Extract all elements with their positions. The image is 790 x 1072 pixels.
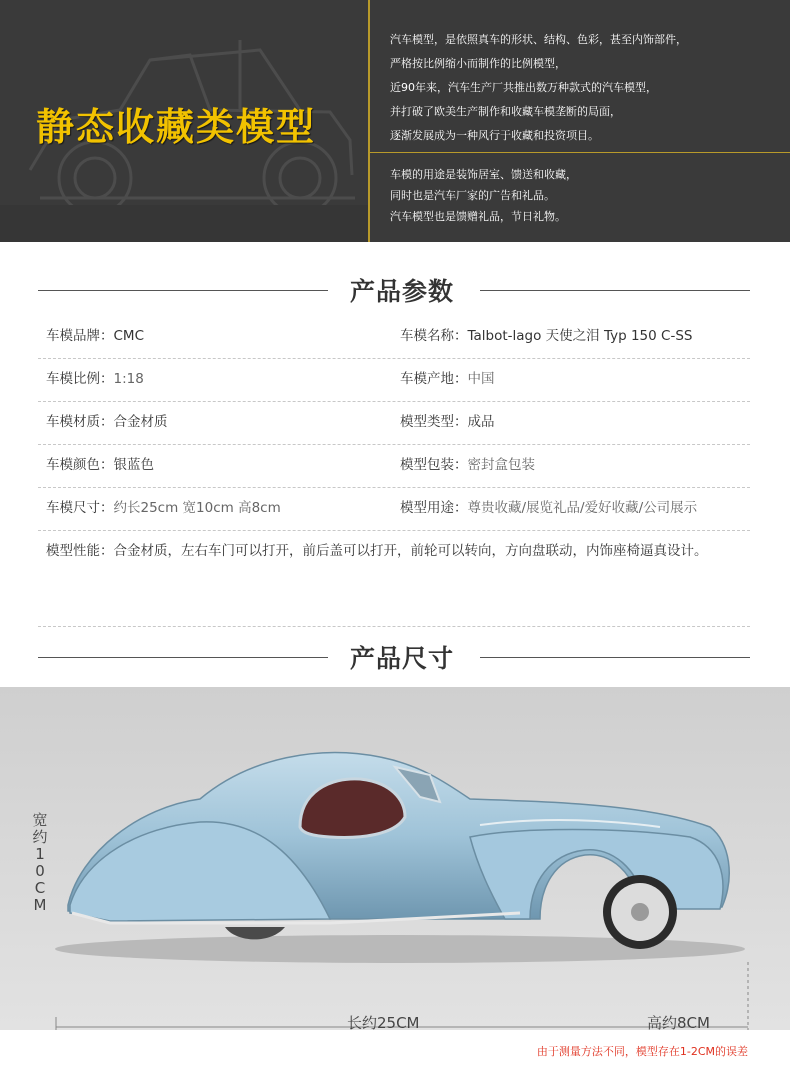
dim-char: M (33, 896, 47, 914)
params-row (38, 316, 750, 359)
param-label: 模型包装： (400, 457, 468, 473)
params-row (38, 402, 750, 445)
intro-line: 严格按比例缩小而制作的比例模型， (390, 57, 566, 70)
banner-intro-text (390, 28, 782, 148)
params-row (38, 445, 750, 488)
banner-uses-text (390, 164, 782, 227)
dim-char: 1 (35, 845, 45, 863)
param-value: 约长25cm 宽10cm 高8cm (113, 500, 281, 516)
param-package (400, 453, 535, 473)
param-usage (400, 496, 697, 516)
param-value: 银蓝色 (113, 457, 154, 473)
uses-line: 汽车模型也是馈赠礼品，节日礼物。 (390, 210, 566, 223)
param-color (46, 453, 154, 473)
measurement-note: 由于测量方法不同，模型存在1-2CM的误差 (536, 1045, 748, 1058)
params-table (38, 316, 750, 591)
param-size (46, 496, 281, 516)
banner-title: 静态收藏类模型 (36, 104, 317, 149)
param-value: CMC (113, 328, 145, 344)
banner-divider-vertical (368, 0, 370, 242)
param-label: 模型性能： (46, 543, 114, 559)
intro-line: 并打破了欧美生产制作和收藏车模垄断的局面， (390, 105, 621, 118)
dim-char: 0 (35, 862, 45, 880)
param-name (400, 324, 692, 344)
param-brand (46, 324, 144, 344)
header-rule-right (480, 657, 750, 658)
param-value: Talbot-lago 天使之泪 Typ 150 C-SS (467, 328, 693, 344)
section-title: 产品尺寸 (350, 644, 455, 673)
car-front-wheel (603, 875, 677, 949)
param-value: 中国 (467, 371, 495, 387)
param-scale (46, 367, 144, 387)
params-row (38, 531, 750, 591)
param-features (46, 539, 708, 559)
param-label: 模型用途： (400, 500, 468, 516)
param-value: 1:18 (113, 371, 144, 387)
param-value: 成品 (467, 414, 495, 430)
section-header-params (38, 270, 750, 310)
param-label: 车模名称： (400, 328, 468, 344)
section-header-size (38, 637, 750, 677)
header-rule-left (38, 290, 328, 291)
param-origin (400, 367, 495, 387)
params-row (38, 488, 750, 531)
param-type (400, 410, 495, 430)
uses-line: 同时也是汽车厂家的广告和礼品。 (390, 189, 555, 202)
dimension-length-label: 长约25CM (347, 1014, 420, 1032)
param-value: 尊贵收藏/展览礼品/爱好收藏/公司展示 (467, 500, 698, 516)
intro-line: 汽车模型，是依照真车的形状、结构、色彩，甚至内饰部件， (390, 33, 687, 46)
header-rule-left (38, 657, 328, 658)
param-label: 车模比例： (46, 371, 114, 387)
param-label: 车模材质： (46, 414, 114, 430)
param-material (46, 410, 168, 430)
banner (0, 0, 790, 242)
banner-divider-horizontal (370, 152, 790, 153)
param-label: 车模产地： (400, 371, 468, 387)
param-label: 车模颜色： (46, 457, 114, 473)
param-label: 车模尺寸： (46, 500, 114, 516)
params-divider (38, 626, 750, 627)
param-value: 合金材质，左右车门可以打开，前后盖可以打开，前轮可以转向，方向盘联动，内饰座椅逼真设计。 (113, 543, 708, 559)
param-label: 模型类型： (400, 414, 468, 430)
uses-line: 车模的用途是装饰居室、馈送和收藏， (390, 168, 577, 181)
dim-char: C (34, 879, 46, 897)
dim-char: 约 (32, 828, 48, 846)
header-rule-right (480, 290, 750, 291)
dimension-height-label: 高约8CM (647, 1014, 710, 1032)
param-value: 密封盒包装 (467, 457, 535, 473)
dimension-width-label (30, 812, 50, 914)
car-photo (0, 687, 790, 1030)
dim-char: 宽 (32, 811, 48, 829)
section-title: 产品参数 (350, 277, 455, 306)
intro-line: 近90年来，汽车生产厂共推出数万种款式的汽车模型， (390, 81, 657, 94)
car-illustration (0, 687, 790, 1030)
params-row (38, 359, 750, 402)
param-label: 车模品牌： (46, 328, 114, 344)
param-value: 合金材质 (113, 414, 168, 430)
intro-line: 逐渐发展成为一种风行于收藏和投资项目。 (390, 129, 599, 142)
